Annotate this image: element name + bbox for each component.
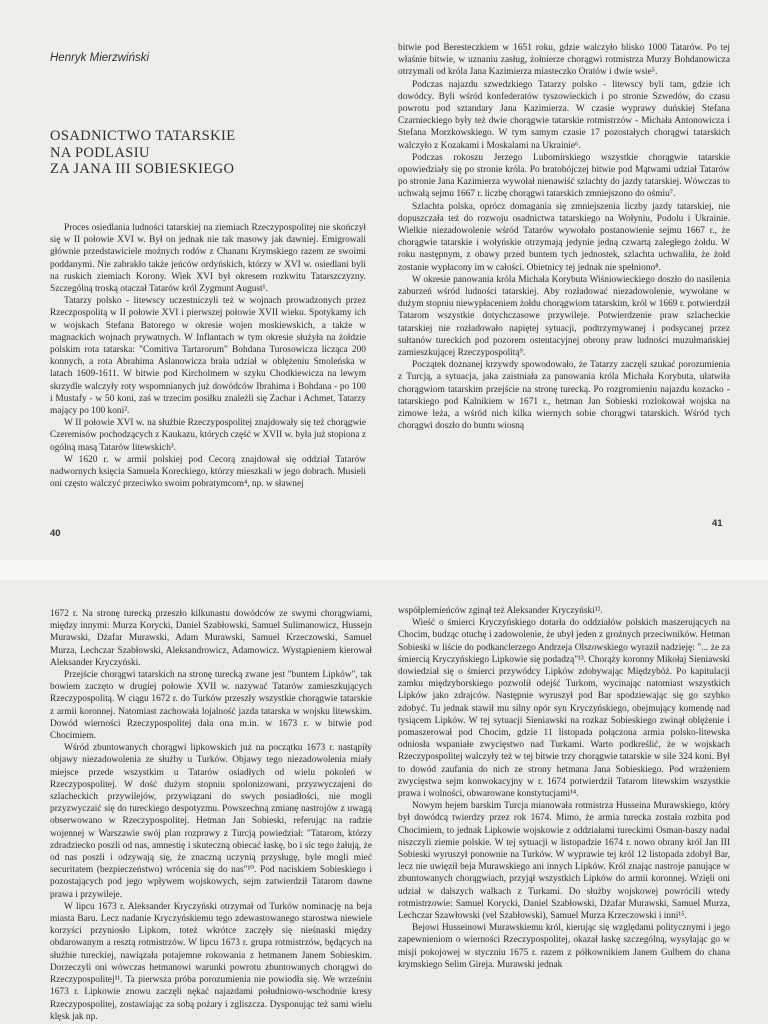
- title-line: OSADNICTWO TATARSKIE: [50, 128, 236, 144]
- right-page-column: [398, 42, 730, 433]
- paragraph: Przejście chorągwi tatarskich na stronę turecką zwane jest "buntem Lipków", tak bowiem zaczęto w drugiej połowie XVII w. nazywać Tatarów zamieszkujących Rzeczypospolitą. W ciągu 1672 r. do Turków przeszły wszystkie chorągwie tatarskie z armii koronnej. Natomiast zachowała lojalność jazda tatarska w wojsku litewskim. Dowód wierności Rzeczypospolitej dała ona m.in. w 1673 r. w bitwie pod Chocimiem.: [50, 670, 372, 742]
- left-page-column: [50, 608, 372, 1023]
- author-name: Henryk Mierzwiński: [50, 52, 150, 64]
- title-line: ZA JANA III SOBIESKIEGO: [50, 161, 235, 177]
- spread-divider: [0, 560, 768, 580]
- title-line: NA PODLASIU: [50, 144, 150, 161]
- bottom-page-spread: [0, 580, 768, 1024]
- paragraph: Początek doznanej krzywdy spowodowało, że Tatarzy zaczęli szukać porozumienia z Turcją, a sytuacja, jaka zaistniała za panowania króla Michała Korybuta, ułatwiła chorągwiom tatarskim przejście na stronę turecką. Po rozgromieniu najazdu kozacko - tatarskiego pod Kalnikiem w 1671 r., hetman Jan Sobieski rozlokował wojska na zimowe leża, a wśród nich kilka wiernych sobie chorągwi tatarskich. Wśród tych chorągwi doszło do buntu wiosną: [398, 360, 730, 432]
- paragraph: Szlachta polska, oprócz domagania się zmniejszenia liczby jazdy tatarskiej, nie dopuszczała też do rozwoju osadnictwa tatarskiego na Wołyniu, Podolu i Ukrainie. Wielkie niezadowolenie wśród Tatarów wywołało postanowienie sejmu 1667 r., że chorągwie tatarskie i wołyńskie otrzymają jedynie jedną czwartą zaległego żołdu. W roku następnym, z obawy przed buntem tych jednostek, szlachta uchwaliła, że żołd zostanie wypłacony im w całości. Obietnicy tej jednak nie spełniono⁸.: [398, 201, 730, 273]
- paragraph: Nowym hejem barskim Turcja mianowała rotmistrza Husseina Murawskiego, który był dowódcą twierdzy przez rok 1674. Mimo, że armia turecka została rozbita pod Chocimiem, to jednak Lipkowie wojskowie z oddziałami tureckimi Osman-baszy nadal niszczyli ziemie polskie. W tej sytuacji w listopadzie 1674 r. nowo obrany król Jan III Sobieski wyruszył ponownie na Turków. W wyprawie tej król 12 listopada zdobył Bar, lecz nie uwięził beja Murawskiego ani innych Lipków. Król znając nastroje panujące w zbuntowanych chorągwiach, przyjął wszystkich Lipków do armii koronnej. Wzięli oni udział w dalszych walkach z Turkami. Do służby wojskowej powrócili wtedy rotmistrzowie: Samuel Korycki, Daniel Szabłowski, Dżafar Murawski, Samuel Murza, Lechczar Szawłowski (vel Szabłowski), Samuel Murza Krzeczowski i inni¹⁵.: [398, 801, 730, 922]
- paragraph: W 1620 r. w armii polskiej pod Cecorą znajdował się oddział Tatarów nadwornych księcia Samuela Koreckiego, którzy mieszkali w jego dobrach. Musieli oni często walczyć przeciwko swoim pobratymcom⁴, np. w sławnej: [50, 454, 366, 490]
- paragraph: Wieść o śmierci Kryczyńskiego dotarła do oddziałów polskich maszerujących na Chocim, budząc otuchę i zadowolenie, że ubył jeden z groźnych przeciwników. Hetman Sobieski w liście do podkanclerzego Andrzeja Olszowskiego wyraził nadzieję: "... że za śmiercią Kryczyńskiego Lipkowie się podadzą"¹³. Chorąży koronny Mikołaj Sieniawski dowiedział się o śmierci przywódcy Lipków zdobywając Międzybóż. Po kapitulacji zamku międzyborskiego pozwolił odejść Turkom, wycinając natomiast wszystkich Lipków jako zdrajców. Następnie wyruszył pod Bar spodziewając się go szybko zdobyć. Tu jednak stawił mu silny opór syn Kryczyńskiego, obejmujący komendę nad tysiącem Lipków. W tej sytuacji Sieniawski na rozkaz Sobieskiego zwinął oblężenie i pomaszerował pod Chocim, gdzie 11 listopada połączona armia polsko-litewska odniosła wspaniałe zwycięstwo nad Turkami. Warto podkreślić, że w wojskach Rzeczypospolitej walczyły też w tej bitwie trzy chorągwie tatarskie w sile 324 koni. Był to dowód zaufania do nich ze strony hetmana Jana Sobieskiego. Pod wrażeniem zwycięstwa sejm konwokacyjny w r. 1674 potwierdził Tatarom litewskim wszystkie prawa i wolności, obwarowane konstytucjami¹⁴.: [398, 618, 730, 800]
- paragraph: 1672 r. Na stronę turecką przeszło kilkunastu dowódców ze swymi chorągwiami, między innymi: Murza Korycki, Daniel Szabłowski, Samuel Sulimanowicz, Hussejn Murawski, Dżafar Murawski, Adam Murawski, Samuel Krzeczowski, Samuel Murza, Lechczar Szabłowski, Aleksandrowicz, Adamowicz. Wystąpieniem kierował Aleksander Kryczyński.: [50, 609, 372, 668]
- paragraph: W lipcu 1673 r. Aleksander Kryczyński otrzymał od Turków nominację na beja miasta Baru. Lecz nadanie Kryczyńskiemu tego zdewastowanego starostwa niewiele korzyści przyniosło Lipkom, toteż wkrótce zaczęły się nieśnaski między obdarowanym a resztą rotmistrzów. W lipcu 1673 r. grupa rotmistrzów, będących na służbie tureckiej, nawiązała potajemne rokowania z hetmanem Janem Sobieskim. Dorzeczyli oni wówczas hetmanowi warunki powrotu zbuntowanych chorągwi do Rzeczypospolitej¹¹. Ta pierwsza próba porozumienia nie powiodła się. We wrześniu 1673 r. Lipkowie znowu zaczęli nękać najazdami południowo-wschodnie kresy Rzeczypospolitej, zostawiając za sobą pożary i zgliszcza. Dysponując też sami wielu klęsk jak np.: [50, 901, 372, 1022]
- paragraph: współplemieńców zginął też Aleksander Kryczyński¹².: [398, 606, 603, 616]
- paragraph: Proces osiedlania ludności tatarskiej na ziemiach Rzeczypospolitej nie skończył się w II połowie XVI w. Był on jednak nie tak masowy jak dawniej. Emigrowali głównie przedstawiciele możnych rodów z Chanatu Krymskiego razem ze swoimi poddanymi. Nie zabrakło także jeńców ordyńskich, którzy w XVI w. osiedlani byli na ruskich ziemiach Korony. Wiek XVI był okresem rozkwitu Tatarszczyzny. Szczególną troską otaczał Tatarów król Zygmunt August¹.: [50, 223, 366, 295]
- paragraph: bitwie pod Beresteczkiem w 1651 roku, gdzie walczyło blisko 1000 Tatarów. Po tej właśnie bitwie, w uznaniu zasług, żołnierze chorągwi rotmistrza Murzy Bohdanowicza otrzymali od króla Jana Kazimierza miasteczko Oratów i dwie wsie⁵.: [398, 43, 730, 78]
- article-title: [50, 128, 370, 178]
- page-number-left: 40: [50, 528, 61, 539]
- paragraph: W okresie panowania króla Michała Korybuta Wiśniowieckiego doszło do nasilenia zaburzeń wśród ludności tatarskiej. Aby rozładować niezadowolenie, wywołane w dużym stopniu niewypłaceniem żołdu chorągwiom tatarskim, król w 1669 r. potwierdził Tatarom wszystkie dotychczasowe przywileje. Potwierdzenie praw szlacheckie tatarskiej nie rozładowało napiętej sytuacji, podtrzymywanej i podsycanej przez sułtanów tureckich pod pozorem ostentacyjnej obrony praw ludności muzułmańskiej zamieszkującej Rzeczypospolitą⁹.: [398, 274, 730, 359]
- left-page-column: [50, 222, 366, 490]
- paragraph: Tatarzy polsko - litewscy uczestniczyli też w wojnach prowadzonych przez Rzeczpospolitą w II połowie XVI i pierwszej połowie XVII wieku. Spotykamy ich w wojskach Stefana Batorego w okresie wojen moskiewskich, a także w magnackich wojnach prywatnych. W Inflantach w tym okresie służyła na żołdzie polskim rota tatarska: "Comitiva Tartarorum" Bohdana Turosowicza licząca 200 konnych, a rota Abrahima Aslanowicza brała udział w oblężeniu Smoleńska w latach 1609-1611. W bitwie pod Kircholmem w szyku Chodkiewicza na lewym skrzydle walczyły roty wspomnianych już dowódców Ibrahima i Bohdana - po 100 i Mustafy - w 50 koni, zaś w trzecim posiłku znaleźli się Zachar i Achmet, Tatarzy mający po 100 koni².: [50, 296, 366, 417]
- paragraph: Podczas rokoszu Jerzego Lubomirskiego wszystkie chorągwie tatarskie opowiedziały się po stronie króla. Po bratobójczej bitwie pod Mątwami udział Tatarów po stronie Jana Kazimierza wywołał nienawiść szlachty do jazdy tatarskiej. Wówczas to uchwałą sejmu 1667 r. liczbę chorągwi tatarskich zmniejszono do ośmiu⁷.: [398, 152, 730, 200]
- paragraph: Bejowi Husseinowi Murawskiemu król, kierując się względami politycznymi i jego zapewnieniom o wierności Rzeczypospolitej, okazał łaskę szczególną, wysyłając go w misji pokojowej w styczniu 1675 r. razem z półkownikiem Janem Gulbem do chana krymskiego Selim Gireja. Murawski jednak: [398, 923, 730, 970]
- paragraph: Wśród zbuntowanych chorągwi lipkowskich już na początku 1673 r. nastąpiły objawy niezadowolenia ze służby u Turków. Objawy tego niezadowolenia miały miejsce przede wszystkim u Tatarów osiadłych od wielu pokoleń w Rzeczypospolitej. W dość dużym stopniu spolonizowani, przyzwyczajeni do szlacheckich przywilejów, przywiązani do swych posiadłości, nie mogli przyzwyczaić się do tureckiego despotyzmu. Powszechną zmianę nastrojów z uwagą obserwowano w Rzeczypospolitej. Hetman Jan Sobieski, referując na radzie wojennej w Warszawie swój plan rozprawy z Turcją powiedział: "Tatarom, którzy zdradziecko poszli od nas, amnestię i skuteczną obiecać łaskę, bo i sic tego żałują, że od nas poszli i odzywają się, że znaczną uczynią przysługę, byle mogli mieć securitatem (bezpieczeństwo) wrócenia się do nas"¹⁰. Pod naciskiem Sobieskiego i pozostających pod jego wpływem wojskowych, sejm zatwierdził Tatarom dawne prawa i przywileje.: [50, 743, 372, 900]
- page-number-right: 41: [712, 518, 723, 529]
- paragraph: Podczas najazdu szwedzkiego Tatarzy polsko - litewscy byli tam, gdzie ich dowódcy. Byli wśród konfederatów tyszowieckich i po stronie Szwedów, do czasu powrotu pod sztandary Jana Kazimierza. W czasie wyprawy duńskiej Stefana Czarnieckiego były też dwie chorągwie tatarskie rotmistrzów - Michała Antonowicza i Stefana Morzkowskiego. W tym samym czasie 17 pozostałych chorągwi tatarskich walczyło z Kozakami i Moskalami na Ukrainie⁶.: [398, 79, 730, 151]
- paragraph: W II połowie XVI w. na służbie Rzeczypospolitej znajdowały się też chorągwie Czeremisów pochodzących z Kaukazu, których część w XVII w. była już stopiona z ogólną masą Tatarów litewskich³.: [50, 418, 366, 453]
- right-page-column: [398, 605, 730, 971]
